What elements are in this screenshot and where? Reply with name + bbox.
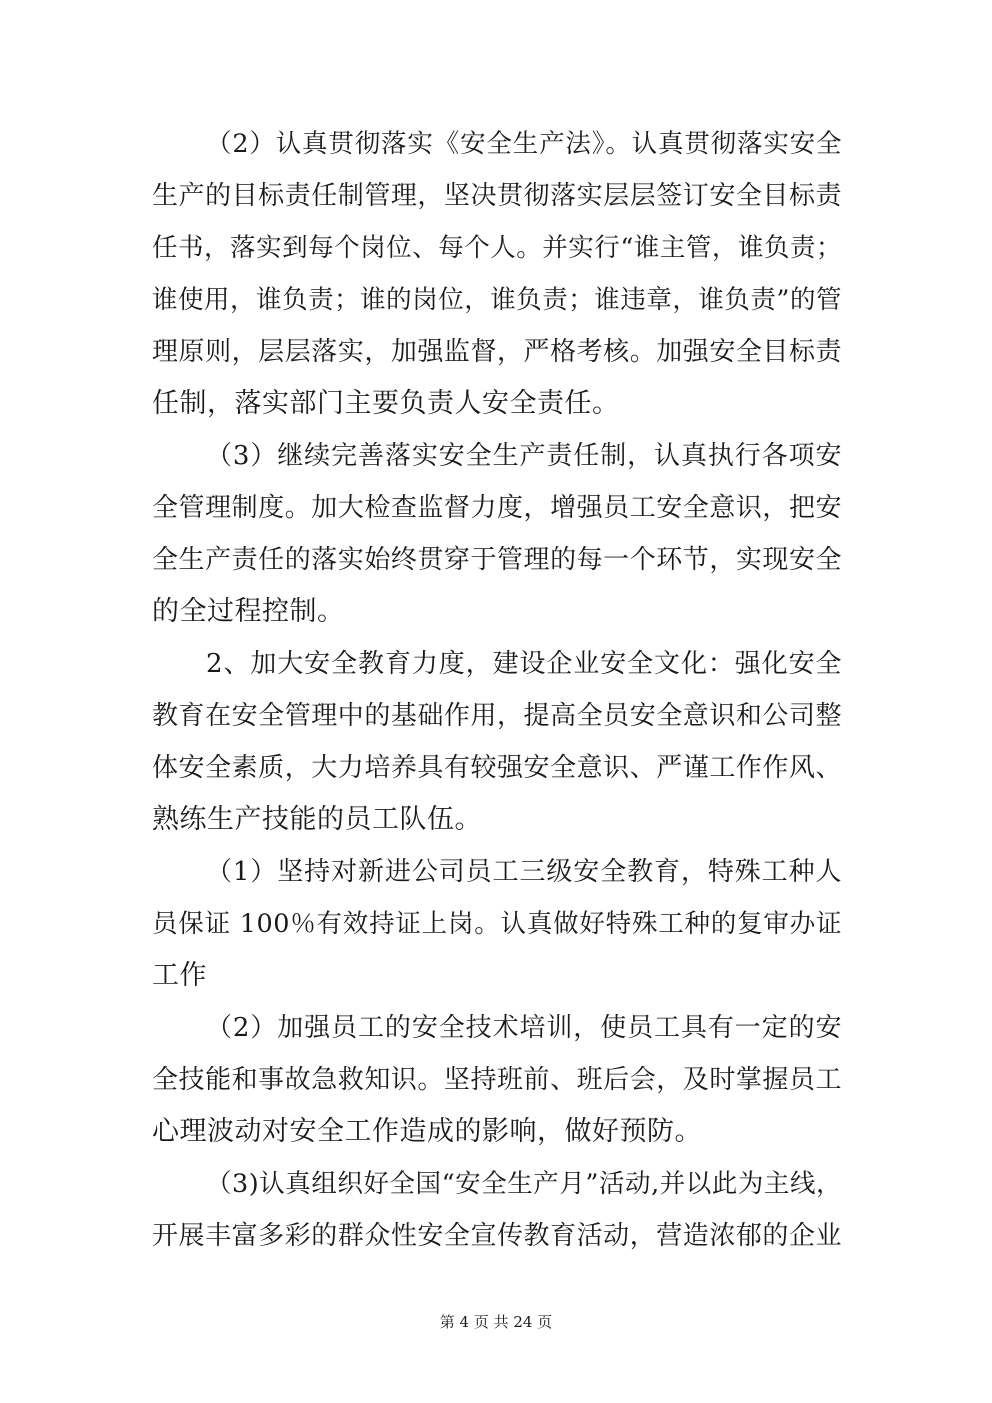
text-line: （3）继续完善落实安全生产责任制，认真执行各项安 [206,441,842,471]
text-line: 体安全素质，大力培养具有较强安全意识、严谨工作作风、 [152,753,842,783]
text-line: （2）加强员工的安全技术培训，使员工具有一定的安 [206,1013,842,1043]
text-line: 任制，落实部门主要负责人安全责任。 [152,388,620,419]
text-line: 全管理制度。加大检查监督力度，增强员工安全意识，把安 [152,493,842,523]
text-line: 熟练生产技能的员工队伍。 [152,804,482,835]
page-number-footer: 第 4 页 共 24 页 [439,1313,553,1331]
text-line: 任书，落实到每个岗位、每个人。并实行“谁主管，谁负责； [152,233,842,263]
document-body [152,118,842,1262]
text-line: 全技能和事故急救知识。坚持班前、班后会，及时掌握员工 [152,1065,842,1095]
text-line: 的全过程控制。 [152,596,345,627]
text-line: 理原则，层层落实，加强监督，严格考核。加强安全目标责 [152,337,842,367]
text-line: 工作 [152,960,207,991]
text-line: 生产的目标责任制管理，坚决贯彻落实层层签订安全目标责 [152,181,842,211]
text-line: （2）认真贯彻落实《安全生产法》。认真贯彻落实安全 [206,129,842,159]
text-line: 开展丰富多彩的群众性安全宣传教育活动，营造浓郁的企业 [152,1221,842,1251]
text-line: 教育在安全管理中的基础作用，提高全员安全意识和公司整 [152,701,842,731]
text-line: 2、加大安全教育力度，建设企业安全文化：强化安全 [206,649,842,679]
text-line: （3)认真组织好全国“安全生产月”活动,并以此为主线， [206,1169,842,1199]
text-line: 谁使用，谁负责；谁的岗位，谁负责；谁违章，谁负责”的管 [152,285,842,315]
text-line: 员保证 100％有效持证上岗。认真做好特殊工种的复审办证 [152,909,842,939]
text-line: 全生产责任的落实始终贯穿于管理的每一个环节，实现安全 [152,545,842,575]
text-line: 心理波动对安全工作造成的影响，做好预防。 [152,1116,702,1147]
text-line: （1）坚持对新进公司员工三级安全教育，特殊工种人 [206,857,842,887]
